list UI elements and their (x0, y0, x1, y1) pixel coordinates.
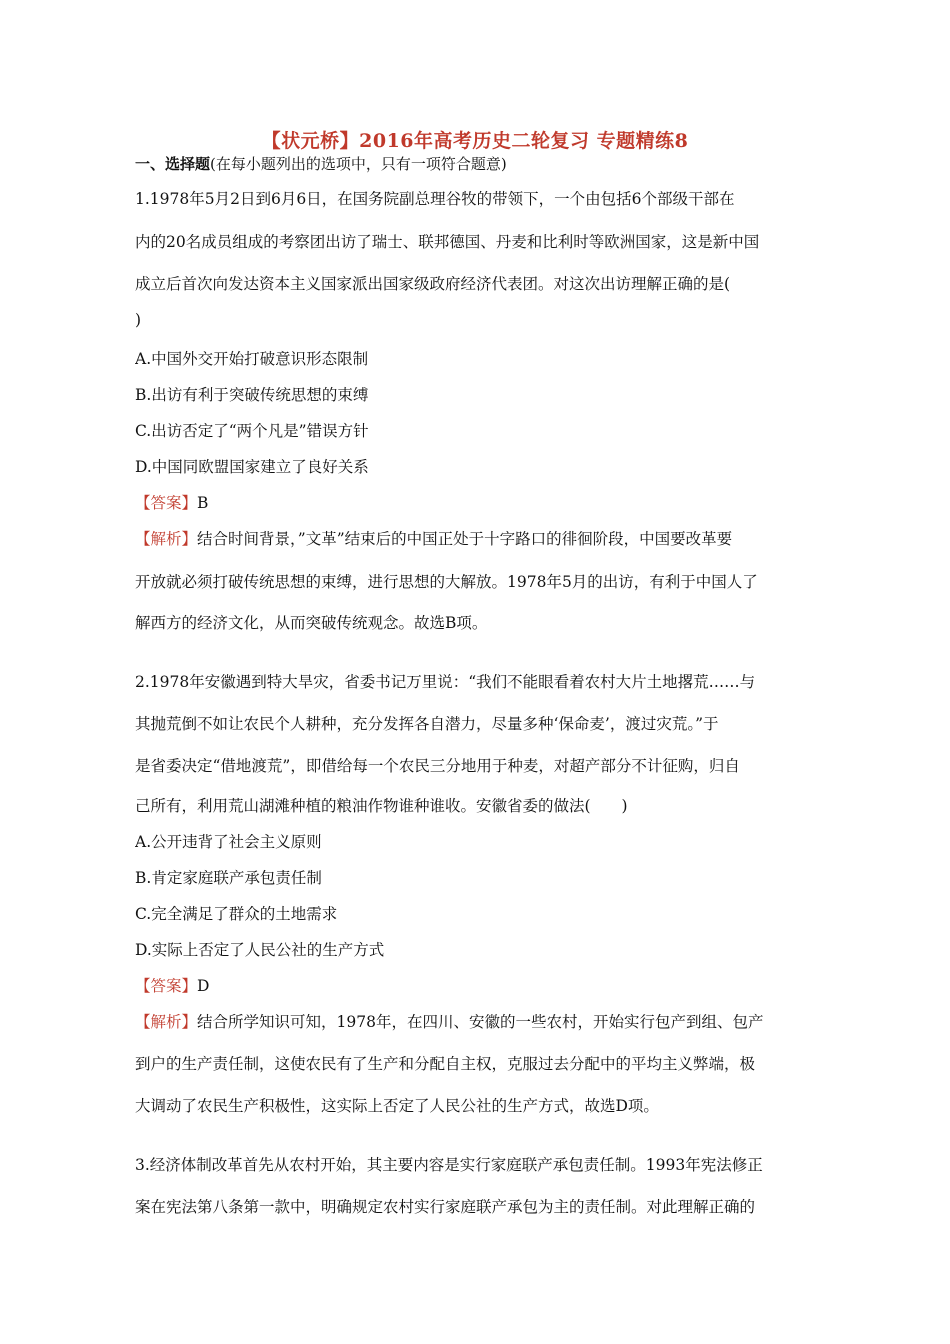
answer-tag: 【答案】 (135, 977, 198, 995)
q3-text-line: 3.经济体制改革首先从农村开始，其主要内容是实行家庭联产承包责任制。1993年宪法修正 (135, 1156, 763, 1174)
q1-option-a: A.中国外交开始打破意识形态限制 (135, 350, 369, 368)
q2-analysis-line: 结合所学知识可知，1978年，在四川、安徽的一些农村，开始实行包产到组、包产 (197, 1013, 764, 1031)
q1-analysis (135, 527, 825, 549)
section-heading: 一、选择题 (135, 155, 211, 173)
q2-option-a: A.公开违背了社会主义原则 (135, 833, 322, 851)
q1-text-line: 1.1978年5月2日到6月6日，在国务院副总理谷牧的带领下，一个由包括6个部级干部在 (135, 190, 735, 208)
analysis-tag: 【解析】 (135, 530, 198, 548)
q1-analysis-line: 开放就必须打破传统思想的束缚，进行思想的大解放。1978年5月的出访，有利于中国人了 (135, 573, 758, 591)
q2-option-c: C.完全满足了群众的土地需求 (135, 905, 338, 923)
q1-option-c: C.出访否定了“两个凡是”错误方针 (135, 422, 369, 440)
q2-text-line: 己所有，利用荒山湖滩种植的粮油作物谁种谁收。安徽省委的做法( ) (135, 797, 628, 815)
q1-analysis-line: 结合时间背景，”文革”结束后的中国正处于十字路口的徘徊阶段，中国要改革要 (197, 530, 733, 548)
q2-text-line: 2.1978年安徽遇到特大旱灾，省委书记万里说：“我们不能眼看着农村大片土地撂荒……与 (135, 673, 756, 691)
q2-analysis-line: 到户的生产责任制，这使农民有了生产和分配自主权，克服过去分配中的平均主义弊端，极 (135, 1055, 756, 1073)
analysis-tag: 【解析】 (135, 1013, 198, 1031)
section-note: (在每小题列出的选项中，只有一项符合题意) (210, 155, 507, 173)
q1-option-b: B.出访有利于突破传统思想的束缚 (135, 386, 369, 404)
q2-analysis (135, 1010, 825, 1032)
document-title: 【状元桥】2016年高考历史二轮复习 专题精练8 (261, 130, 689, 152)
q2-answer (135, 974, 825, 996)
section-header (135, 153, 507, 174)
q1-text-line: 内的20名成员组成的考察团出访了瑞士、联邦德国、丹麦和比利时等欧洲国家，这是新中国 (135, 233, 760, 251)
q1-text-line: ) (135, 311, 142, 329)
answer-tag: 【答案】 (135, 494, 198, 512)
q1-text-line: 成立后首次向发达资本主义国家派出国家级政府经济代表团。对这次出访理解正确的是( (135, 275, 731, 293)
q2-option-d: D.实际上否定了人民公社的生产方式 (135, 941, 385, 959)
q1-analysis-line: 解西方的经济文化，从而突破传统观念。故选B项。 (135, 614, 488, 632)
q2-analysis-line: 大调动了农民生产积极性，这实际上否定了人民公社的生产方式，故选D项。 (135, 1097, 659, 1115)
q2-text-line: 是省委决定“借地渡荒”，即借给每一个农民三分地用于种麦，对超产部分不计征购，归自 (135, 757, 740, 775)
q2-option-b: B.肯定家庭联产承包责任制 (135, 869, 322, 887)
q1-answer (135, 491, 825, 513)
q2-text-line: 其抛荒倒不如让农民个人耕种，充分发挥各自潜力，尽量多种‘保命麦’，渡过灾荒。”于 (135, 715, 719, 733)
q2-answer-value: D (197, 977, 210, 995)
q1-option-d: D.中国同欧盟国家建立了良好关系 (135, 458, 369, 476)
q1-answer-value: B (197, 494, 209, 512)
q3-text-line: 案在宪法第八条第一款中，明确规定农村实行家庭联产承包为主的责任制。对此理解正确的 (135, 1198, 756, 1216)
